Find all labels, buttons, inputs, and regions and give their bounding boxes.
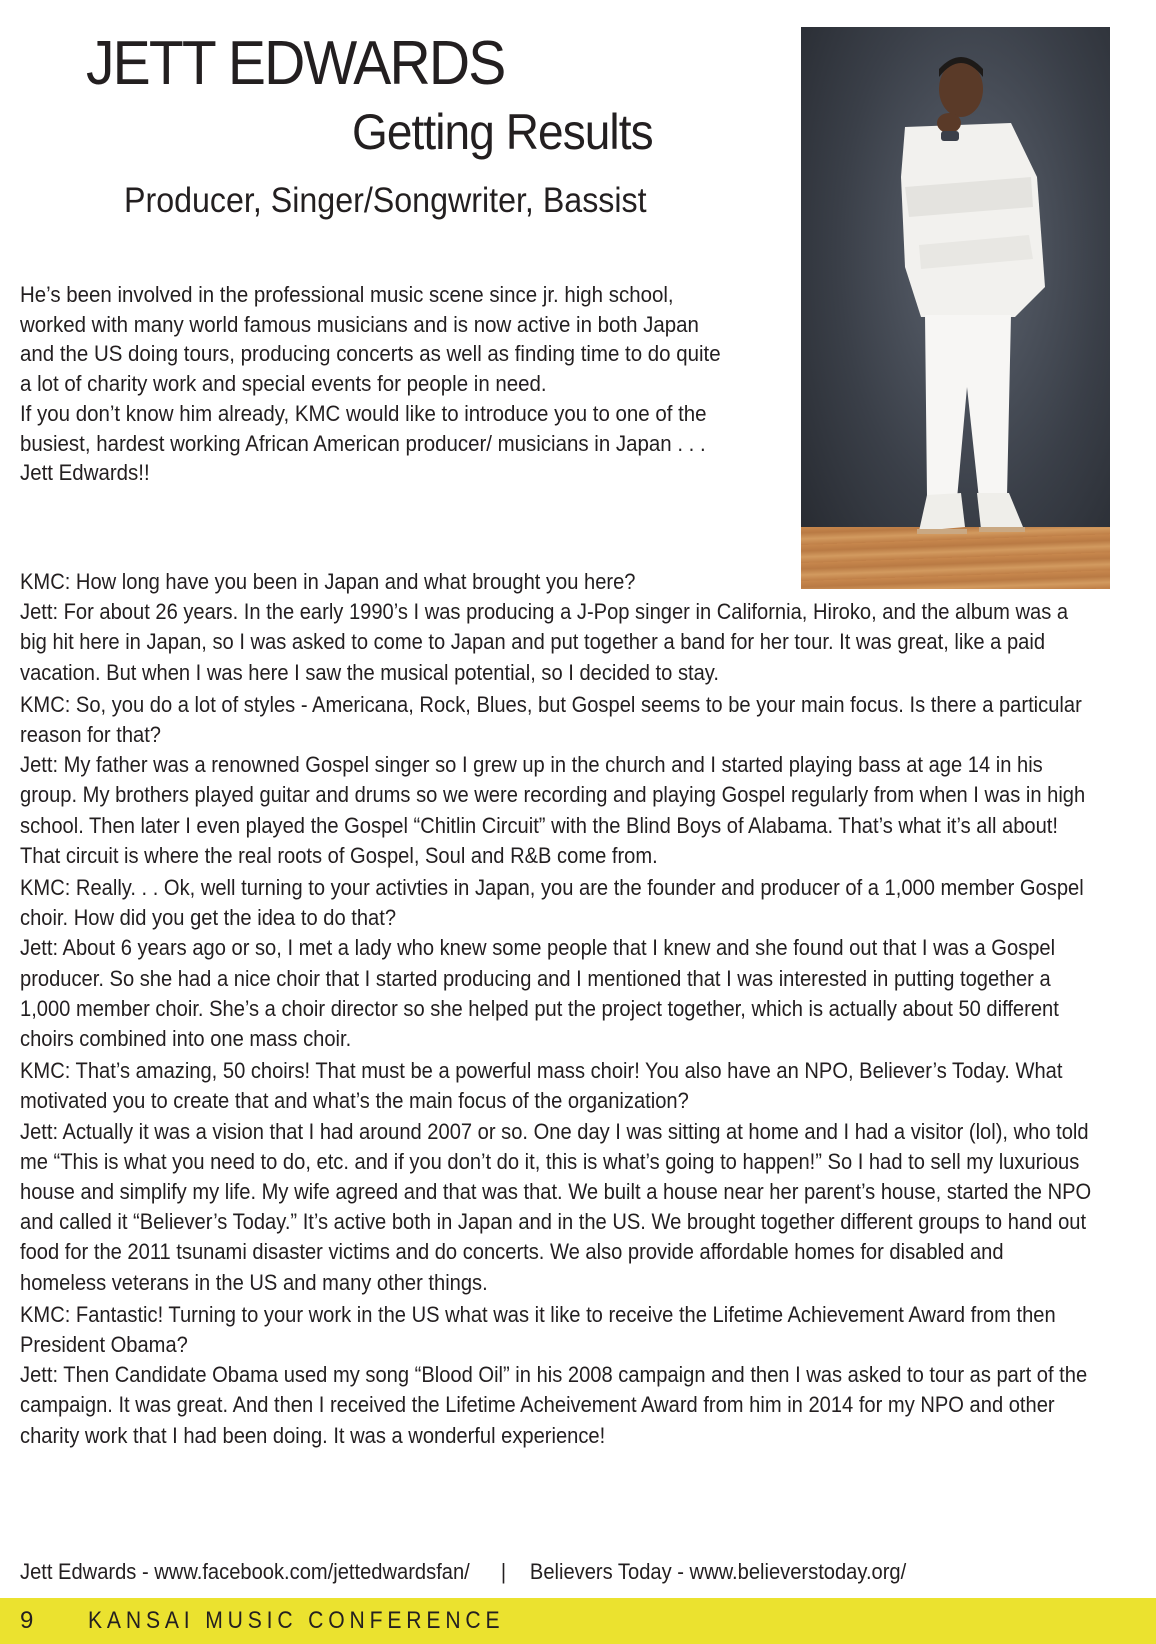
interview-answer: Jett: Then Candidate Obama used my song “Blood Oil” in his 2008 campaign and then I was asked to tour as part of the campaign. It was great. And then I received the Lifetime Acheivement Award from him in 2014 for my NPO and other charity work that I had been doing. It was a wonderful experience! <box>20 1362 1088 1448</box>
interview-answer: Jett: My father was a renowned Gospel singer so I grew up in the church and I started playing bass at age 14 in his group. My brothers played guitar and drums so we were recording and playing Gospel regularly from when I was in high school. Then later I even played the Gospel “Chitlin Circuit” with the Blind Boys of Alabama. That’s what it’s all about! That circuit is where the real roots of Gospel, Soul and R&B come from. <box>20 752 1086 868</box>
interview-question: KMC: Fantastic! Turning to your work in the US what was it like to receive the Lifetime Achievement Award from then President Obama? <box>20 1301 1056 1358</box>
interview-question: KMC: Really. . . Ok, well turning to your activties in Japan, you are the founder and producer of a 1,000 member Gospel choir. How did you get the idea to do that? <box>20 875 1084 931</box>
publication-name: KANSAI MUSIC CONFERENCE <box>88 1607 505 1634</box>
facebook-link[interactable]: Jett Edwards - www.facebook.com/jettedwardsfan/ <box>20 1559 470 1584</box>
artist-roles: Producer, Singer/Songwriter, Bassist <box>124 181 647 220</box>
article-headline: Getting Results <box>352 104 653 160</box>
link-separator: | <box>500 1559 507 1584</box>
page-footer <box>0 1598 1156 1644</box>
interview-question: KMC: How long have you been in Japan and what brought you here? <box>20 569 636 594</box>
believers-today-link[interactable]: Believers Today - www.believerstoday.org/ <box>529 1559 907 1584</box>
interview-body <box>20 565 1095 1451</box>
interview-answer: Jett: Actually it was a vision that I had around 2007 or so. One day I was sitting at home and I had a visitor (lol), who told me “This is what you need to do, etc. and if you don’t do it, this is what’s going to happen!” So I had to sell my luxurious house and simplify my life. My wife agreed and that was that. We built a house near her parent’s house, started the NPO and called it “Believer’s Today.” It’s active both in Japan and in the US. We brought together different groups to hand out food for the 2011 tsunami disaster victims and do concerts. We also provide affordable homes for disabled and homeless veterans in the US and many other things. <box>20 1118 1092 1295</box>
intro-paragraph: If you don’t know him already, KMC would like to introduce you to one of the busiest, hardest working African American producer/ musicians in Japan . . . Jett Edwards!! <box>20 400 707 486</box>
artist-photo <box>801 27 1110 589</box>
reference-links <box>20 1557 1095 1587</box>
artist-figure <box>801 27 1110 589</box>
interview-answer: Jett: About 6 years ago or so, I met a lady who knew some people that I knew and she found out that I was a Gospel producer. So she had a nice choir that I started producing and I mentioned that I was interested in putting together a 1,000 member choir. She’s a choir director so she helped put the project together, which is actually about 50 different choirs combined into one mass choir. <box>20 935 1059 1052</box>
article-title: JETT EDWARDS <box>86 29 505 98</box>
page-number: 9 <box>20 1607 34 1634</box>
intro-text <box>20 280 736 488</box>
intro-paragraph: He’s been involved in the professional music scene since jr. high school, worked with many world famous musicians and is now active in both Japan and the US doing tours, producing concerts as well as finding time to do quite a lot of charity work and special events for people in need. <box>20 282 721 397</box>
interview-question: KMC: That’s amazing, 50 choirs! That must be a powerful mass choir! You also have an NPO, Believer’s Today. What motivated you to create that and what’s the main focus of the organization? <box>20 1058 1063 1114</box>
interview-question: KMC: So, you do a lot of styles - Americana, Rock, Blues, but Gospel seems to be your main focus. Is there a particular reason for that? <box>20 691 1082 748</box>
interview-answer: Jett: For about 26 years. In the early 1990’s I was producing a J-Pop singer in California, Hiroko, and the album was a big hit here in Japan, so I was asked to come to Japan and put together a band for her tour. It was great, like a paid vacation. But when I was here I saw the musical potential, so I decided to stay. <box>20 599 1069 685</box>
